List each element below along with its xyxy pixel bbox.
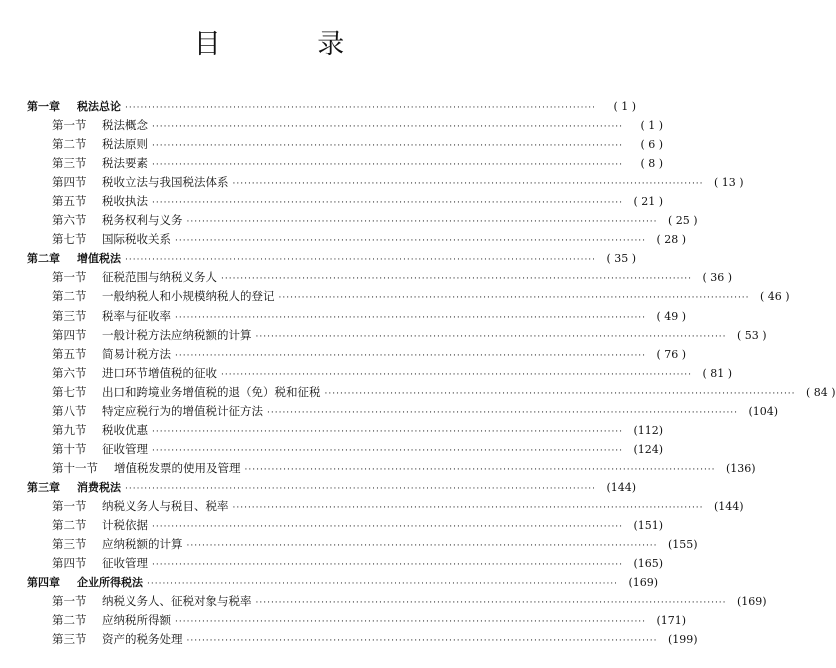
toc-section-entry[interactable]: [27, 383, 836, 402]
entry-number: 第七节: [52, 232, 87, 247]
page-number: (136): [725, 461, 756, 475]
toc-section-entry[interactable]: [27, 592, 767, 611]
entry-title: 征收管理: [102, 441, 148, 456]
page-number: (169): [628, 576, 659, 590]
page-number: ( 53 ): [736, 328, 767, 342]
toc-section-entry[interactable]: [27, 135, 664, 154]
page-number: ( 6 ): [640, 138, 664, 152]
entry-title: 税收执法: [102, 194, 148, 209]
entry-number: 第七节: [52, 384, 87, 399]
page-number: ( 36 ): [702, 271, 733, 285]
page-number: ( 81 ): [702, 366, 733, 380]
toc-section-entry[interactable]: [27, 154, 664, 173]
dot-leader: ··························································································································: [186, 636, 658, 647]
dot-leader: ··························································································································: [152, 198, 624, 209]
page-number: (144): [713, 499, 744, 513]
page-number: ( 49 ): [656, 309, 687, 323]
toc-chapter-entry[interactable]: [27, 249, 637, 268]
dot-leader: ··························································································································: [232, 179, 704, 190]
page-number: (104): [748, 404, 779, 418]
page-number: ( 1 ): [613, 100, 637, 113]
entry-number: 第二节: [52, 613, 87, 628]
dot-leader: ··························································································································: [125, 103, 597, 113]
entry-title: 应纳税所得额: [102, 613, 171, 628]
toc-section-entry[interactable]: [27, 230, 687, 249]
dot-leader: ··························································································································: [244, 464, 716, 475]
entry-title: 消费税法: [77, 480, 121, 494]
dot-leader: ··························································································································: [221, 369, 693, 380]
entry-title: 特定应税行为的增值税计征方法: [102, 403, 263, 418]
entry-title: 征税范围与纳税义务人: [102, 270, 217, 285]
page-number: ( 8 ): [640, 157, 664, 171]
entry-number: 第一节: [52, 594, 87, 609]
entry-number: 第六节: [52, 365, 87, 380]
entry-number: 第二节: [52, 518, 87, 533]
toc-section-entry[interactable]: [27, 440, 664, 459]
entry-number: 第一章: [27, 100, 60, 113]
page-title: 目 录: [193, 29, 389, 60]
entry-title: 进口环节增值税的征收: [102, 365, 217, 380]
entry-title: 国际税收关系: [102, 232, 171, 247]
dot-leader: ··························································································································: [278, 293, 750, 304]
toc-chapter-entry[interactable]: [27, 573, 659, 592]
page-number: (155): [667, 538, 698, 552]
entry-title: 税收立法与我国税法体系: [102, 175, 229, 190]
entry-number: 第三节: [52, 537, 87, 552]
dot-leader: ··························································································································: [186, 541, 658, 552]
toc-section-entry[interactable]: [27, 535, 698, 554]
entry-number: 第八节: [52, 403, 87, 418]
dot-leader: ··························································································································: [152, 122, 624, 133]
dot-leader: ··························································································································: [147, 579, 619, 590]
page-number: (124): [633, 442, 664, 456]
toc-section-entry[interactable]: [27, 287, 790, 306]
toc-section-entry[interactable]: [27, 611, 687, 630]
toc-section-entry[interactable]: [27, 402, 779, 421]
toc-chapter-entry[interactable]: [27, 478, 637, 497]
entry-title: 应纳税额的计算: [102, 537, 183, 552]
entry-number: 第十一节: [52, 460, 98, 475]
table-of-contents: [27, 97, 836, 649]
page-number: ( 46 ): [759, 290, 790, 304]
toc-section-entry[interactable]: [27, 192, 664, 211]
entry-title: 征收管理: [102, 556, 148, 571]
entry-title: 税法总论: [77, 100, 121, 113]
dot-leader: ··························································································································: [152, 560, 624, 571]
dot-leader: ··························································································································: [175, 350, 647, 361]
entry-title: 税法原则: [102, 137, 148, 152]
toc-section-entry[interactable]: [27, 516, 664, 535]
toc-section-entry[interactable]: [27, 268, 733, 287]
entry-title: 纳税义务人与税目、税率: [102, 498, 229, 513]
toc-section-entry[interactable]: [27, 630, 698, 649]
entry-number: 第五节: [52, 194, 87, 209]
toc-section-entry[interactable]: [27, 326, 767, 345]
entry-number: 第三节: [52, 632, 87, 647]
page-number: (165): [633, 557, 664, 571]
page-number: ( 13 ): [713, 176, 744, 190]
toc-section-entry[interactable]: [27, 211, 698, 230]
entry-number: 第四节: [52, 327, 87, 342]
page-number: ( 1 ): [640, 119, 664, 133]
page-number: ( 84 ): [805, 385, 836, 399]
entry-number: 第四章: [27, 576, 60, 590]
page-number: (171): [656, 614, 687, 628]
page-number: ( 35 ): [606, 252, 637, 266]
entry-number: 第十节: [52, 441, 87, 456]
dot-leader: ··························································································································: [221, 274, 693, 285]
entry-title: 企业所得税法: [77, 576, 143, 590]
page-number: (112): [633, 423, 664, 437]
toc-section-entry[interactable]: [27, 116, 664, 135]
entry-number: 第一节: [52, 498, 87, 513]
page-number: ( 28 ): [656, 233, 687, 247]
entry-title: 税务权利与义务: [102, 213, 183, 228]
entry-number: 第三节: [52, 308, 87, 323]
entry-title: 一般计税方法应纳税额的计算: [102, 327, 252, 342]
entry-number: 第五节: [52, 346, 87, 361]
dot-leader: ··························································································································: [186, 217, 658, 228]
entry-number: 第四节: [52, 556, 87, 571]
toc-section-entry[interactable]: [27, 307, 687, 326]
toc-section-entry[interactable]: [27, 364, 733, 383]
entry-title: 计税依据: [102, 518, 148, 533]
dot-leader: ··························································································································: [125, 255, 597, 266]
dot-leader: ··························································································································: [175, 312, 647, 323]
entry-title: 增值税法: [77, 252, 121, 266]
page-number: (144): [606, 480, 637, 494]
dot-leader: ··························································································································: [324, 388, 796, 399]
dot-leader: ··························································································································: [175, 236, 647, 247]
toc-section-entry[interactable]: [27, 554, 664, 573]
entry-number: 第三节: [52, 156, 87, 171]
page-number: (199): [667, 633, 698, 647]
entry-title: 税率与征收率: [102, 308, 171, 323]
dot-leader: ··························································································································: [152, 445, 624, 456]
page-number: ( 25 ): [667, 214, 698, 228]
entry-title: 增值税发票的使用及管理: [114, 460, 241, 475]
dot-leader: ··························································································································: [152, 141, 624, 152]
entry-title: 税法概念: [102, 118, 148, 133]
entry-number: 第六节: [52, 213, 87, 228]
toc-section-entry[interactable]: [27, 497, 744, 516]
dot-leader: ··························································································································: [125, 483, 597, 494]
entry-number: 第一节: [52, 270, 87, 285]
entry-title: 一般纳税人和小规模纳税人的登记: [102, 289, 275, 304]
entry-number: 第三章: [27, 480, 60, 494]
dot-leader: ··························································································································: [152, 522, 624, 533]
entry-title: 纳税义务人、征税对象与税率: [102, 594, 252, 609]
page-number: (151): [633, 519, 664, 533]
dot-leader: ··························································································································: [175, 617, 647, 628]
entry-number: 第二章: [27, 252, 60, 266]
entry-number: 第九节: [52, 422, 87, 437]
entry-title: 资产的税务处理: [102, 632, 183, 647]
dot-leader: ··························································································································: [255, 331, 727, 342]
page-number: (169): [736, 595, 767, 609]
entry-number: 第一节: [52, 118, 87, 133]
entry-title: 出口和跨境业务增值税的退（免）税和征税: [102, 384, 321, 399]
dot-leader: ··························································································································: [232, 502, 704, 513]
entry-number: 第四节: [52, 175, 87, 190]
entry-number: 第二节: [52, 289, 87, 304]
entry-title: 税收优惠: [102, 422, 148, 437]
dot-leader: ··························································································································: [255, 598, 727, 609]
entry-number: 第二节: [52, 137, 87, 152]
toc-chapter-entry[interactable]: [27, 97, 637, 116]
page-number: ( 76 ): [656, 347, 687, 361]
dot-leader: ··························································································································: [267, 407, 739, 418]
page-number: ( 21 ): [633, 195, 664, 209]
dot-leader: ··························································································································: [152, 426, 624, 437]
dot-leader: ··························································································································: [152, 160, 624, 171]
toc-section-entry[interactable]: [27, 421, 664, 440]
toc-section-entry[interactable]: [27, 173, 744, 192]
toc-section-entry[interactable]: [27, 459, 756, 478]
toc-section-entry[interactable]: [27, 345, 687, 364]
entry-title: 税法要素: [102, 156, 148, 171]
entry-title: 简易计税方法: [102, 346, 171, 361]
